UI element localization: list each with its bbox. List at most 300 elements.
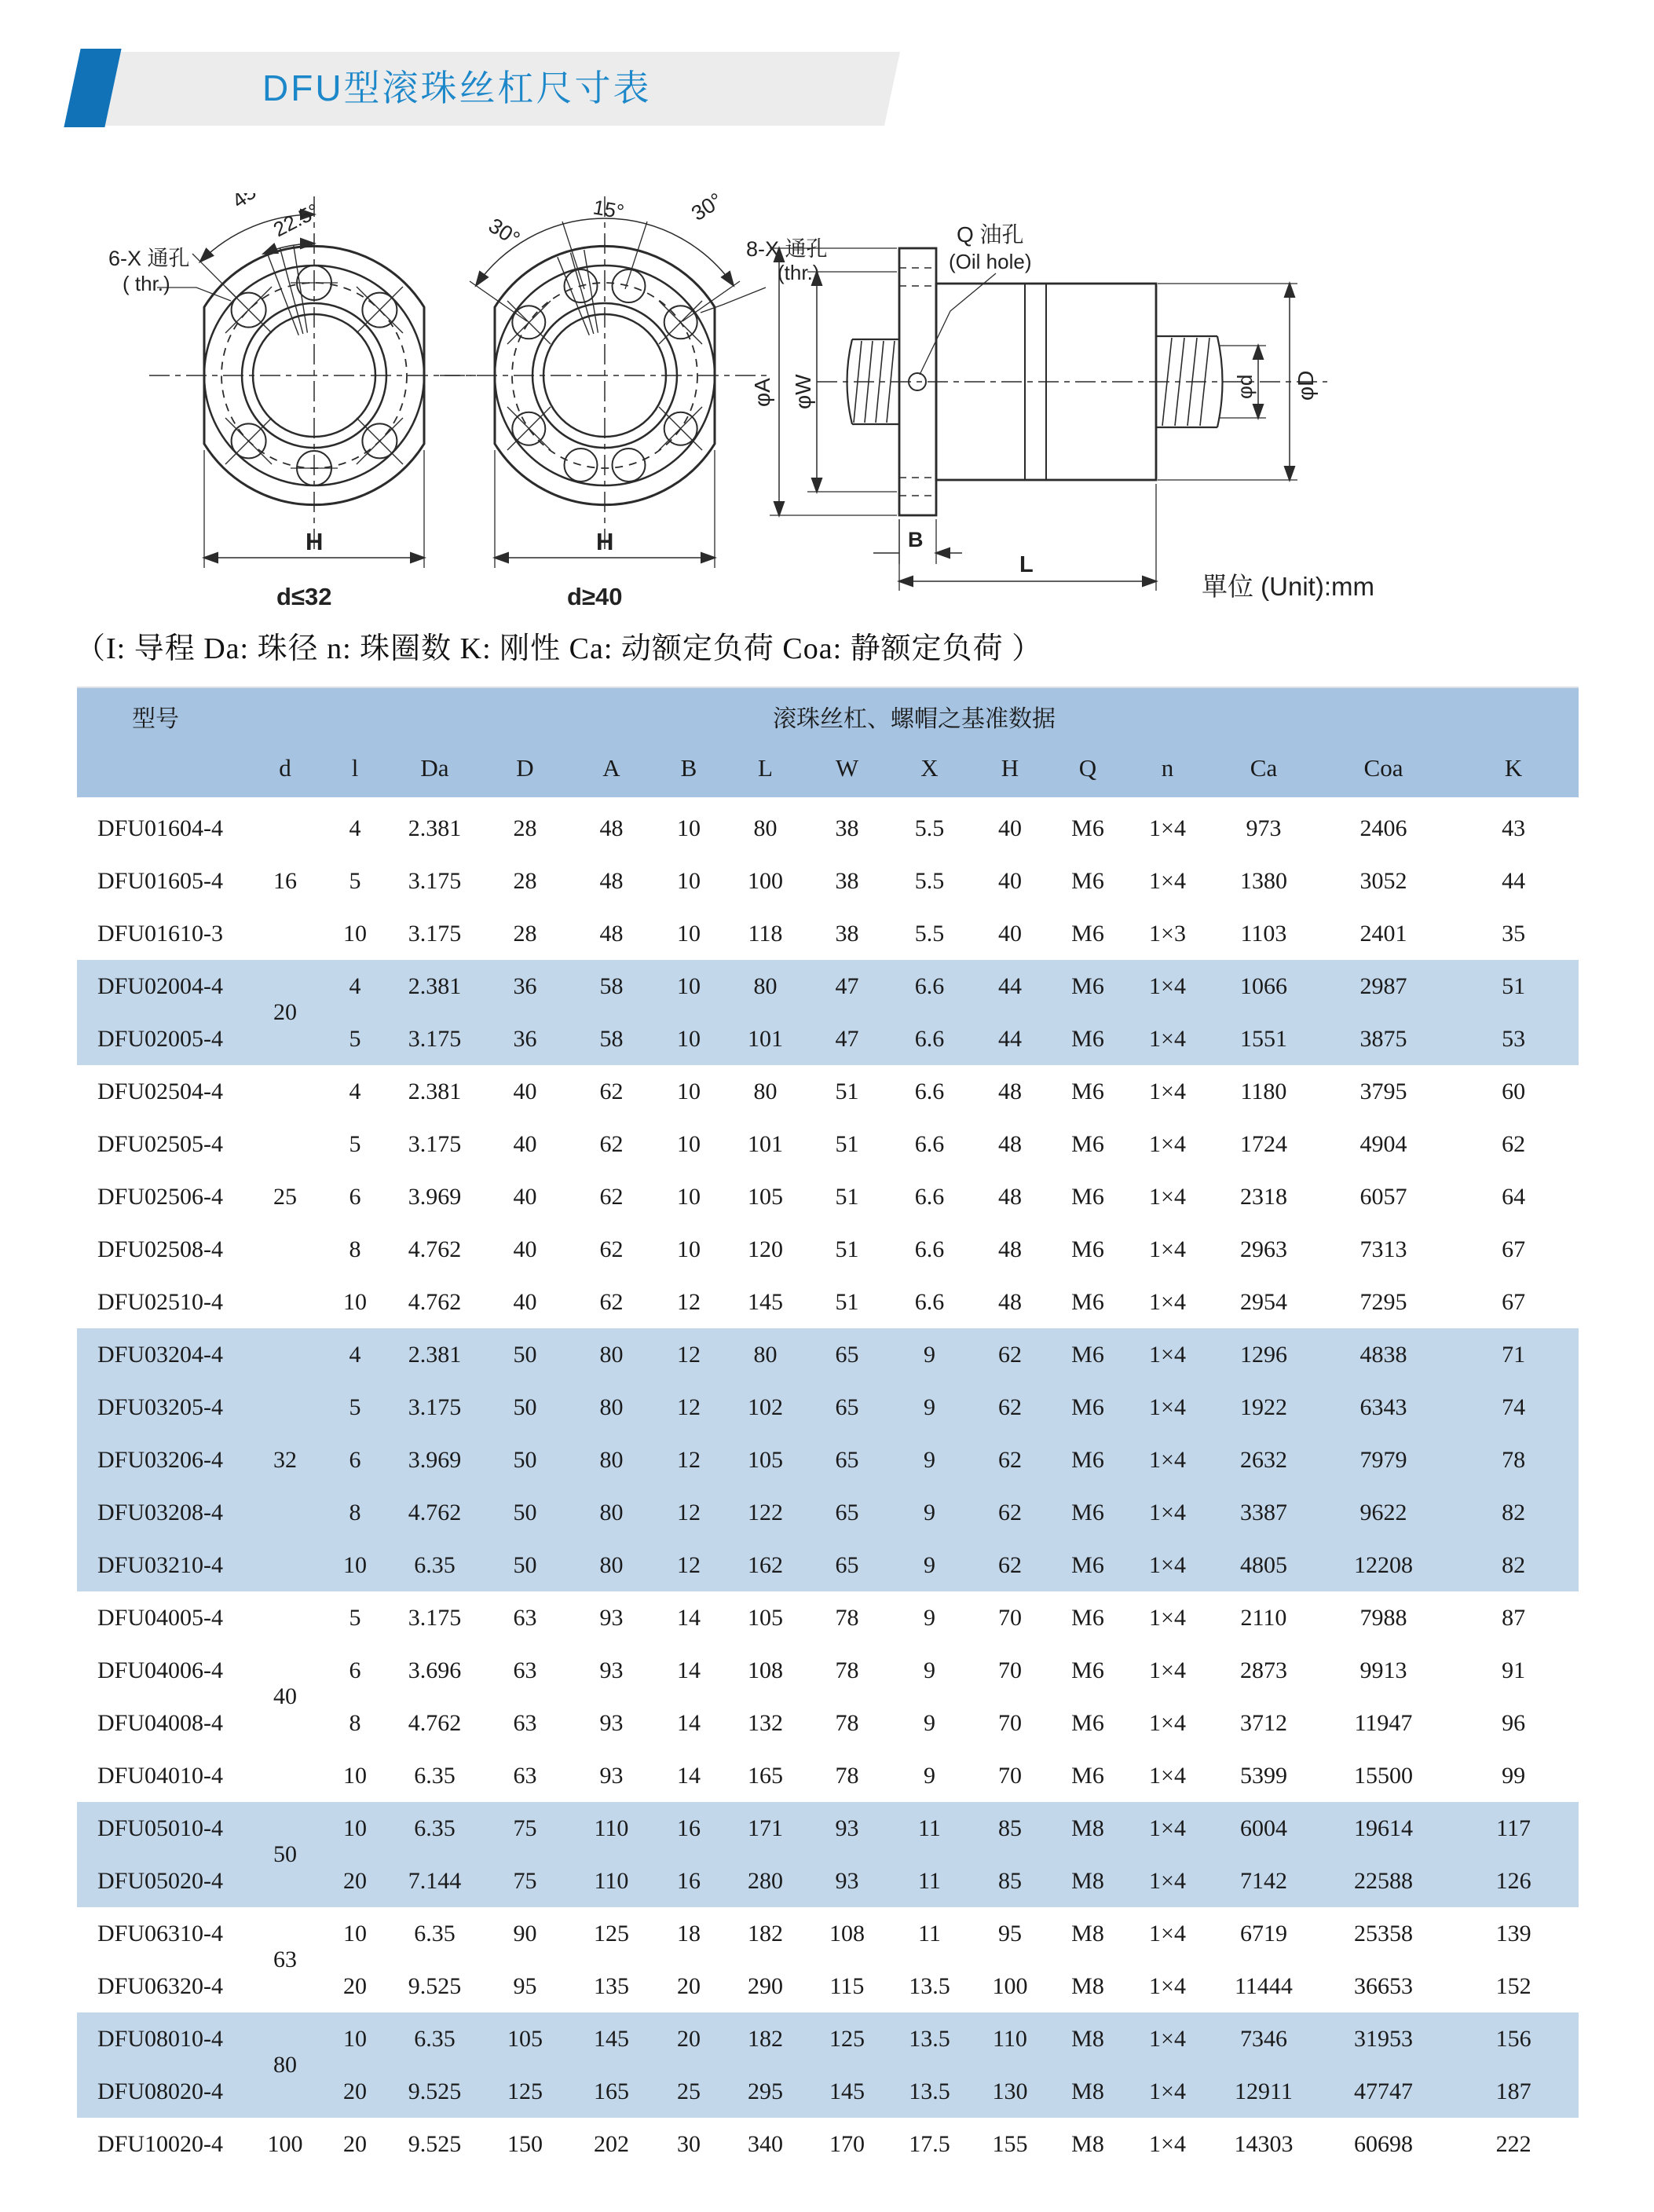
value-cell: 44: [971, 960, 1049, 1013]
value-cell: 8: [349, 1236, 361, 1262]
value-cell: 62: [599, 1130, 624, 1157]
value-cell: 5399: [1240, 1762, 1287, 1789]
value-cell: 51: [1448, 960, 1579, 1013]
value-cell: 48: [599, 920, 624, 947]
holes-count-label2: ( thr.): [123, 272, 170, 295]
d-cell: 20: [250, 960, 320, 1065]
value-cell: 10: [343, 1920, 367, 1946]
value-cell: 14303: [1234, 2130, 1294, 2157]
bolt-circle-label: φW: [791, 374, 815, 409]
value-cell: 9: [924, 1604, 935, 1631]
value-cell: 102: [725, 1381, 806, 1434]
value-cell: 110: [570, 1802, 653, 1855]
value-cell: 7142: [1209, 1855, 1319, 1907]
value-cell: 122: [725, 1486, 806, 1539]
value-cell: 1×4: [1149, 1236, 1186, 1262]
model-cell: DFU04008-4: [97, 1709, 224, 1736]
value-cell: 150: [507, 2130, 543, 2157]
value-cell: 36: [480, 1013, 570, 1065]
model-cell: DFU01610-3: [97, 920, 224, 947]
value-cell: 80: [753, 1078, 778, 1104]
value-cell: 51: [835, 1236, 859, 1262]
value-cell: 60: [1502, 1078, 1526, 1104]
value-cell: 7988: [1359, 1604, 1407, 1631]
value-cell: M6: [1049, 1328, 1126, 1381]
value-cell: 95: [998, 1920, 1022, 1946]
table-row: [77, 960, 1579, 1013]
value-cell: 62: [971, 1539, 1049, 1591]
value-cell: 63: [513, 1709, 537, 1736]
value-cell: 6.35: [414, 1920, 456, 1946]
value-cell: 2873: [1240, 1657, 1287, 1683]
value-cell: 20: [343, 2130, 367, 2157]
value-cell: 93: [599, 1709, 624, 1736]
column-header-A: A: [570, 745, 653, 800]
value-cell: 6004: [1209, 1802, 1319, 1855]
model-cell: DFU02508-4: [97, 1236, 224, 1262]
value-cell: 6.6: [914, 1130, 945, 1157]
column-header-empty: [77, 745, 250, 800]
value-cell: 40: [998, 867, 1022, 894]
value-cell: 13.5: [888, 2065, 971, 2118]
value-cell: 48: [998, 1130, 1022, 1157]
value-cell: 18: [677, 1920, 701, 1946]
value-cell: 12: [653, 1381, 725, 1434]
value-cell: 62: [599, 1288, 624, 1315]
value-cell: 28: [513, 815, 537, 841]
table-header-row-1: [77, 687, 1579, 745]
d-cell: 80: [250, 2012, 320, 2118]
value-cell: 40: [513, 1183, 537, 1210]
value-cell: 75: [480, 1802, 570, 1855]
value-cell: 40: [998, 815, 1022, 841]
value-cell: 1180: [1240, 1078, 1287, 1104]
table-row: [77, 1328, 1579, 1381]
spec-table-body: [77, 800, 1579, 2170]
value-cell: 78: [835, 1604, 859, 1631]
value-cell: 82: [1448, 1539, 1579, 1591]
value-cell: 1380: [1240, 867, 1287, 894]
flange-dia-label: φA: [750, 378, 774, 407]
value-cell: 7346: [1209, 2012, 1319, 2065]
value-cell: M6: [1071, 1130, 1104, 1157]
value-cell: 80: [725, 1328, 806, 1381]
table-row: [77, 1907, 1579, 1960]
value-cell: 70: [998, 1762, 1022, 1789]
page-title: DFU型滚珠丝杠尺寸表: [262, 68, 652, 108]
value-cell: 62: [599, 1236, 624, 1262]
value-cell: 170: [829, 2130, 865, 2157]
value-cell: 20: [653, 2012, 725, 2065]
value-cell: 48: [998, 1288, 1022, 1315]
value-cell: 3.969: [408, 1183, 462, 1210]
value-cell: 65: [806, 1381, 888, 1434]
value-cell: 171: [725, 1802, 806, 1855]
value-cell: 80: [753, 815, 778, 841]
value-cell: 82: [1448, 1486, 1579, 1539]
value-cell: 50: [480, 1381, 570, 1434]
value-cell: 6: [320, 1434, 390, 1486]
value-cell: M6: [1049, 1013, 1126, 1065]
model-cell: DFU10020-4: [97, 2130, 224, 2157]
value-cell: 10: [320, 1802, 390, 1855]
value-cell: 85: [971, 1855, 1049, 1907]
value-cell: 10: [653, 1013, 725, 1065]
d-cell: 32: [250, 1328, 320, 1591]
value-cell: 95: [513, 1972, 537, 1999]
model-cell: DFU01605-4: [97, 867, 224, 894]
value-cell: 48: [998, 1236, 1022, 1262]
value-cell: 62: [971, 1434, 1049, 1486]
value-cell: 3712: [1240, 1709, 1287, 1736]
value-cell: 290: [748, 1972, 783, 1999]
value-cell: 9913: [1359, 1657, 1407, 1683]
value-cell: 63: [513, 1657, 537, 1683]
value-cell: 101: [725, 1013, 806, 1065]
value-cell: 1×4: [1149, 1130, 1186, 1157]
value-cell: 14: [677, 1604, 701, 1631]
value-cell: 100: [992, 1972, 1028, 1999]
value-cell: 10: [343, 1762, 367, 1789]
value-cell: 50: [480, 1434, 570, 1486]
value-cell: 101: [748, 1130, 783, 1157]
value-cell: 973: [1246, 815, 1282, 841]
value-cell: 78: [1448, 1434, 1579, 1486]
value-cell: M6: [1071, 1288, 1104, 1315]
data-group-header: 滚珠丝杠、螺帽之基准数据: [250, 687, 1579, 745]
value-cell: 12: [677, 1288, 701, 1315]
value-cell: 6.6: [914, 1183, 945, 1210]
value-cell: 47747: [1319, 2065, 1448, 2118]
value-cell: 48: [998, 1183, 1022, 1210]
value-cell: 6: [349, 1657, 361, 1683]
value-cell: 50: [480, 1486, 570, 1539]
model-column-header: 型号: [77, 687, 250, 745]
value-cell: M6: [1049, 1381, 1126, 1434]
value-cell: 16: [653, 1802, 725, 1855]
value-cell: 340: [748, 2130, 783, 2157]
value-cell: 70: [998, 1604, 1022, 1631]
value-cell: 182: [725, 2012, 806, 2065]
value-cell: 1×4: [1149, 1078, 1186, 1104]
value-cell: 10: [320, 2012, 390, 2065]
value-cell: M8: [1049, 2065, 1126, 2118]
value-cell: 117: [1448, 1802, 1579, 1855]
value-cell: M6: [1049, 1486, 1126, 1539]
value-cell: 12: [653, 1486, 725, 1539]
value-cell: 120: [748, 1236, 783, 1262]
value-cell: 10: [653, 960, 725, 1013]
diagram-front-small: [108, 193, 479, 610]
value-cell: 9: [888, 1539, 971, 1591]
value-cell: 10: [343, 920, 367, 947]
value-cell: 6.6: [888, 960, 971, 1013]
value-cell: 4.762: [408, 1236, 462, 1262]
value-cell: 62: [599, 1183, 624, 1210]
table-header-row-2: [77, 745, 1579, 800]
value-cell: 12208: [1319, 1539, 1448, 1591]
value-cell: 2.381: [408, 815, 462, 841]
value-cell: M8: [1049, 1802, 1126, 1855]
value-cell: 3.175: [390, 1381, 480, 1434]
column-header-B: B: [653, 745, 725, 800]
value-cell: M6: [1049, 1539, 1126, 1591]
value-cell: 1066: [1209, 960, 1319, 1013]
value-cell: 108: [829, 1920, 865, 1946]
value-cell: 100: [748, 867, 783, 894]
value-cell: 110: [971, 2012, 1049, 2065]
holes-count-label: 6-X 通孔: [108, 247, 190, 270]
value-cell: 1×4: [1126, 2065, 1209, 2118]
value-cell: 9: [924, 1657, 935, 1683]
value-cell: 47: [806, 1013, 888, 1065]
value-cell: 12: [653, 1328, 725, 1381]
value-cell: 6.35: [390, 2012, 480, 2065]
model-cell: DFU03208-4: [77, 1486, 250, 1539]
value-cell: 7295: [1359, 1288, 1407, 1315]
value-cell: M8: [1049, 2012, 1126, 2065]
value-cell: 5: [320, 1013, 390, 1065]
value-cell: 3.969: [390, 1434, 480, 1486]
value-cell: 6343: [1319, 1381, 1448, 1434]
value-cell: 9.525: [390, 2065, 480, 2118]
value-cell: 43: [1502, 815, 1526, 841]
model-cell: DFU02506-4: [97, 1183, 224, 1210]
value-cell: 1×4: [1126, 2012, 1209, 2065]
column-header-d: d: [250, 745, 320, 800]
value-cell: 3.175: [390, 1013, 480, 1065]
column-header-Ca: Ca: [1209, 745, 1319, 800]
value-cell: 1×4: [1149, 815, 1186, 841]
value-cell: 96: [1502, 1709, 1526, 1736]
value-cell: M6: [1071, 1183, 1104, 1210]
value-cell: 51: [835, 1078, 859, 1104]
value-cell: 20: [320, 2065, 390, 2118]
value-cell: 4805: [1209, 1539, 1319, 1591]
value-cell: 1×4: [1149, 1288, 1186, 1315]
value-cell: 9.525: [408, 2130, 462, 2157]
value-cell: 19614: [1319, 1802, 1448, 1855]
value-cell: 44: [971, 1013, 1049, 1065]
value-cell: 6.6: [888, 1013, 971, 1065]
value-cell: 3052: [1359, 867, 1407, 894]
value-cell: 9.525: [408, 1972, 462, 1999]
value-cell: 5: [320, 1381, 390, 1434]
value-cell: 30: [677, 2130, 701, 2157]
column-header-X: X: [888, 745, 971, 800]
value-cell: 70: [998, 1709, 1022, 1736]
value-cell: 38: [835, 815, 859, 841]
value-cell: 2632: [1209, 1434, 1319, 1486]
value-cell: 85: [971, 1802, 1049, 1855]
value-cell: 78: [835, 1709, 859, 1736]
value-cell: 2.381: [408, 1078, 462, 1104]
value-cell: 156: [1448, 2012, 1579, 2065]
value-cell: M8: [1071, 2130, 1104, 2157]
value-cell: 67: [1502, 1288, 1526, 1315]
value-cell: 8: [349, 1709, 361, 1736]
value-cell: 74: [1448, 1381, 1579, 1434]
value-cell: 115: [829, 1972, 865, 1999]
value-cell: 118: [748, 920, 783, 947]
model-cell: DFU08010-4: [77, 2012, 250, 2065]
value-cell: 4838: [1319, 1328, 1448, 1381]
value-cell: 50: [480, 1328, 570, 1381]
value-cell: 1296: [1209, 1328, 1319, 1381]
column-header-Q: Q: [1049, 745, 1126, 800]
value-cell: 105: [725, 1434, 806, 1486]
value-cell: 13.5: [888, 2012, 971, 2065]
model-cell: DFU03206-4: [77, 1434, 250, 1486]
value-cell: 44: [1502, 867, 1526, 894]
value-cell: 10: [343, 1288, 367, 1315]
value-cell: 2987: [1319, 960, 1448, 1013]
value-cell: 10: [677, 815, 701, 841]
diagram-side-view: [750, 222, 1374, 601]
value-cell: 155: [992, 2130, 1028, 2157]
technical-drawings: [79, 193, 1575, 624]
value-cell: M6: [1071, 815, 1104, 841]
value-cell: 35: [1502, 920, 1526, 947]
column-header-D: D: [480, 745, 570, 800]
value-cell: 53: [1448, 1013, 1579, 1065]
model-cell: DFU02510-4: [97, 1288, 224, 1315]
value-cell: 8: [320, 1486, 390, 1539]
shaft-size-label: d≥40: [567, 583, 623, 610]
value-cell: 51: [835, 1130, 859, 1157]
value-cell: 132: [748, 1709, 783, 1736]
angle-outer-label: 45°: [227, 193, 268, 213]
value-cell: 6719: [1240, 1920, 1287, 1946]
value-cell: M8: [1049, 1855, 1126, 1907]
value-cell: 1×4: [1126, 1013, 1209, 1065]
value-cell: 28: [513, 867, 537, 894]
value-cell: 4904: [1359, 1130, 1407, 1157]
value-cell: 99: [1502, 1762, 1526, 1789]
value-cell: 1×4: [1149, 867, 1186, 894]
column-header-L: L: [725, 745, 806, 800]
d-cell: 100: [267, 2130, 303, 2157]
value-cell: 1×4: [1149, 1183, 1186, 1210]
model-cell: DFU04005-4: [97, 1604, 224, 1631]
value-cell: 1922: [1209, 1381, 1319, 1434]
value-cell: 80: [570, 1434, 653, 1486]
value-cell: M8: [1071, 1920, 1104, 1946]
value-cell: M8: [1071, 1972, 1104, 1999]
value-cell: 16: [653, 1855, 725, 1907]
model-cell: DFU04010-4: [97, 1762, 224, 1789]
value-cell: 80: [570, 1328, 653, 1381]
value-cell: 11: [888, 1855, 971, 1907]
value-cell: M6: [1049, 960, 1126, 1013]
value-cell: 10: [677, 1078, 701, 1104]
value-cell: 3387: [1209, 1486, 1319, 1539]
angle-mid-label: 15°: [591, 195, 626, 224]
model-cell: DFU06310-4: [97, 1920, 224, 1946]
value-cell: 187: [1448, 2065, 1579, 2118]
value-cell: 3.175: [408, 920, 462, 947]
model-cell: DFU08020-4: [77, 2065, 250, 2118]
value-cell: 3.175: [408, 867, 462, 894]
value-cell: 63: [513, 1762, 537, 1789]
d-cell: 63: [273, 1946, 297, 1972]
value-cell: 40: [513, 1078, 537, 1104]
model-cell: DFU02005-4: [77, 1013, 250, 1065]
value-cell: 80: [725, 960, 806, 1013]
value-cell: 125: [806, 2012, 888, 2065]
value-cell: 91: [1502, 1657, 1526, 1683]
value-cell: 65: [806, 1539, 888, 1591]
value-cell: 65: [806, 1486, 888, 1539]
value-cell: 62: [971, 1381, 1049, 1434]
value-cell: 9: [888, 1486, 971, 1539]
value-cell: 48: [599, 815, 624, 841]
table-row: [77, 1591, 1579, 1644]
legend-note: （I: 导程 Da: 珠径 n: 珠圈数 K: 刚性 Ca: 动额定负荷 Coa: 静额定负荷 ）: [75, 632, 1043, 665]
value-cell: 80: [570, 1486, 653, 1539]
flange-width-label: B: [908, 528, 924, 551]
value-cell: 10: [320, 1539, 390, 1591]
value-cell: 25358: [1354, 1920, 1413, 1946]
table-row: [77, 2118, 1579, 2170]
shaft-size-label: d≤32: [276, 583, 332, 610]
value-cell: 139: [1495, 1920, 1531, 1946]
angle-left-label: 30°: [484, 213, 525, 251]
column-header-K: K: [1448, 745, 1579, 800]
value-cell: 105: [748, 1604, 783, 1631]
value-cell: 9622: [1319, 1486, 1448, 1539]
value-cell: 6.35: [390, 1802, 480, 1855]
value-cell: 280: [725, 1855, 806, 1907]
value-cell: 105: [748, 1183, 783, 1210]
value-cell: 93: [599, 1762, 624, 1789]
value-cell: 3795: [1359, 1078, 1407, 1104]
value-cell: 110: [570, 1855, 653, 1907]
model-cell: DFU06320-4: [97, 1972, 224, 1999]
value-cell: 1551: [1209, 1013, 1319, 1065]
value-cell: 5: [349, 1604, 361, 1631]
model-cell: DFU01604-4: [97, 815, 224, 841]
value-cell: 93: [806, 1855, 888, 1907]
value-cell: 130: [971, 2065, 1049, 2118]
oil-hole-label2: (Oil hole): [949, 250, 1032, 273]
value-cell: 17.5: [909, 2130, 950, 2157]
model-cell: DFU05020-4: [77, 1855, 250, 1907]
model-cell: DFU03204-4: [77, 1328, 250, 1381]
value-cell: 38: [835, 920, 859, 947]
width-dim-label: H: [596, 528, 614, 555]
d-cell: 50: [250, 1802, 320, 1907]
value-cell: 70: [998, 1657, 1022, 1683]
value-cell: 1×4: [1149, 1657, 1186, 1683]
value-cell: 6057: [1359, 1183, 1407, 1210]
value-cell: 10: [677, 867, 701, 894]
value-cell: 4.762: [390, 1486, 480, 1539]
value-cell: 4.762: [408, 1709, 462, 1736]
oil-hole-label: Q 油孔: [957, 222, 1024, 247]
d-cell: 16: [273, 867, 297, 894]
value-cell: 4: [320, 1328, 390, 1381]
value-cell: 40: [513, 1288, 537, 1315]
angle-inner-label: 22.5°: [269, 198, 324, 242]
value-cell: 5.5: [914, 867, 945, 894]
value-cell: 3.175: [408, 1604, 462, 1631]
value-cell: 145: [748, 1288, 783, 1315]
value-cell: 1×4: [1149, 1709, 1186, 1736]
value-cell: 295: [725, 2065, 806, 2118]
value-cell: 108: [748, 1657, 783, 1683]
value-cell: 165: [748, 1762, 783, 1789]
